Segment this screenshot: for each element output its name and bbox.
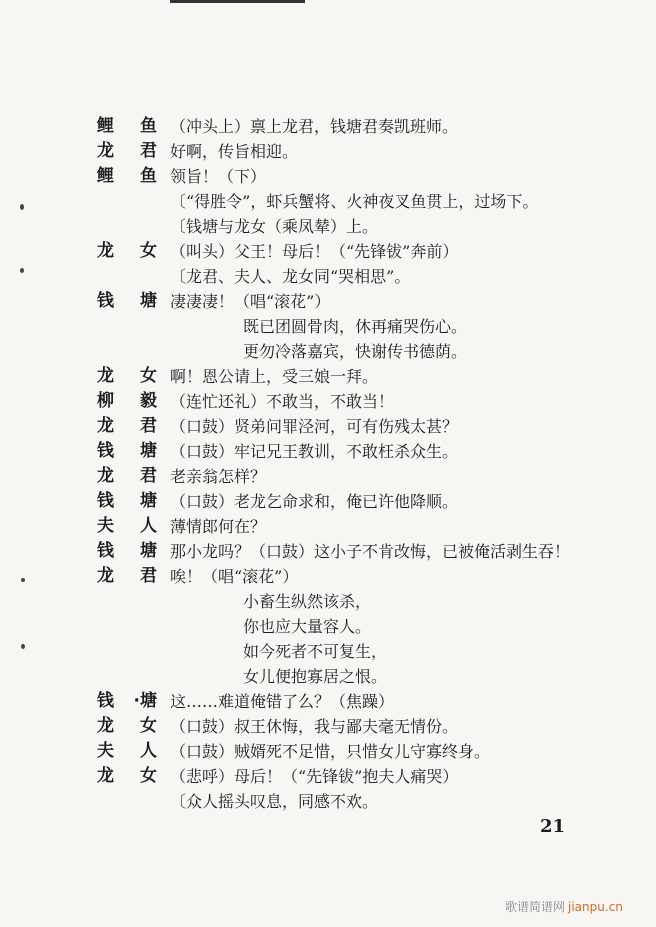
speaker-char: 女 [140,766,157,786]
line-text: 小畜生纵然该杀， [243,592,372,611]
stage-direction [97,189,617,214]
scan-speck [21,644,25,649]
speaker-char: 塘 [140,541,157,561]
speaker-char: 鲤 [97,116,114,136]
dialogue-line [97,689,617,714]
dialogue-line [97,539,617,564]
speaker-char: 君 [140,416,157,436]
line-text: 老亲翁怎样？ [170,467,267,486]
dialogue-line [97,564,617,589]
speaker-char: 龙 [97,241,114,261]
speaker-char: 鱼 [140,166,157,186]
speaker-char: 塘 [140,441,157,461]
line-text: 这……难道俺错了么？（焦躁） [170,692,395,711]
speaker-char: 龙 [97,766,114,786]
line-text: 更勿冷落嘉宾，快谢传书德荫。 [243,342,468,361]
speaker-char: 钱 [97,441,114,461]
dialogue-line [97,114,617,139]
speaker-char: 钱 [97,541,114,561]
speaker-char: 人 [140,516,157,536]
verse-line [97,614,617,639]
scan-speck [20,204,24,210]
line-text: 女儿便抱寡居之恨。 [243,667,388,686]
speaker-name [97,164,157,189]
speaker-name [97,239,157,264]
speaker-name [97,289,157,314]
speaker-char: 鱼 [140,116,157,136]
line-text: 既已团圆骨肉，休再痛哭伤心。 [243,317,468,336]
watermark [505,898,623,915]
dialogue-line [97,364,617,389]
verse-line [97,664,617,689]
line-text: 如今死者不可复生， [243,642,388,661]
scan-edge-bar [170,0,305,3]
speaker-char: 塘 [140,491,157,511]
stage-direction [97,214,617,239]
line-text: （口鼓）贼婿死不足惜，只惜女儿守寡终身。 [170,742,491,761]
line-text: 〔“得胜令”，虾兵蟹将、火神夜叉鱼贯上，过场下。 [170,192,539,211]
speaker-char: 夫 [97,741,114,761]
scan-speck [20,268,24,273]
stage-direction [97,264,617,289]
speaker-char: 君 [140,566,157,586]
line-text: 凄凄凄！（唱“滚花”） [170,292,331,311]
speaker-name [97,489,157,514]
speaker-char: 龙 [97,416,114,436]
line-text: 唉！（唱“滚花”） [170,567,299,586]
speaker-char: 鲤 [97,166,114,186]
line-text: 那小龙吗？（口鼓）这小子不肯改悔，已被俺活剥生吞！ [170,542,571,561]
speaker-name [97,389,157,414]
speaker-char: ·塘 [133,691,157,711]
speaker-name [97,464,157,489]
speaker-char: 龙 [97,566,114,586]
verse-line [97,589,617,614]
speaker-name [97,739,157,764]
speaker-char: 夫 [97,516,114,536]
speaker-char: 柳 [97,391,114,411]
script-body [97,114,617,814]
dialogue-line [97,714,617,739]
speaker-name [97,714,157,739]
line-text: （冲头上）禀上龙君，钱塘君奏凯班师。 [170,117,459,136]
dialogue-line [97,414,617,439]
line-text: （悲呼）母后！（“先锋钹”抱夫人痛哭） [170,767,459,786]
speaker-char: 钱 [97,491,114,511]
speaker-char: 钱 [97,291,114,311]
line-text: 你也应大量容人。 [243,617,372,636]
speaker-char: 女 [140,241,157,261]
speaker-char: 君 [140,141,157,161]
dialogue-line [97,389,617,414]
dialogue-line [97,739,617,764]
line-text: （口鼓）老龙乞命求和，俺已许他降顺。 [170,492,459,511]
speaker-name [97,114,157,139]
line-text: 薄情郎何在？ [170,517,267,536]
line-text: （口鼓）叔王休悔，我与鄙夫毫无情份。 [170,717,459,736]
speaker-char: 龙 [97,366,114,386]
speaker-name [97,539,157,564]
dialogue-line [97,439,617,464]
verse-line [97,639,617,664]
verse-line [97,339,617,364]
speaker-char: 龙 [97,716,114,736]
line-text: 〔钱塘与龙女（乘凤辇）上。 [170,217,379,236]
speaker-name [97,414,157,439]
line-text: （口鼓）贤弟问罪泾河，可有伤残太甚？ [170,417,459,436]
line-text: （连忙还礼）不敢当，不敢当！ [170,392,395,411]
line-text: 〔龙君、夫人、龙女同“哭相思”。 [170,267,411,286]
speaker-name [97,689,157,714]
speaker-name [97,564,157,589]
dialogue-line [97,489,617,514]
dialogue-line [97,164,617,189]
line-text: 〔众人摇头叹息，同感不欢。 [170,792,379,811]
speaker-char: 女 [140,716,157,736]
line-text: （叫头）父王！母后！（“先锋钹”奔前） [170,242,459,261]
watermark-domain: jianpu.cn [568,900,623,914]
speaker-char: 人 [140,741,157,761]
dialogue-line [97,764,617,789]
dialogue-line [97,289,617,314]
dialogue-line [97,464,617,489]
speaker-name [97,364,157,389]
dialogue-line [97,139,617,164]
speaker-char: 毅 [140,391,157,411]
line-text: 啊！恩公请上，受三娘一拜。 [170,367,379,386]
line-text: 好啊，传旨相迎。 [170,142,299,161]
speaker-char: 龙 [97,141,114,161]
watermark-site: 歌谱简谱网 [505,900,566,914]
line-text: （口鼓）牢记兄王教训，不敢枉杀众生。 [170,442,459,461]
speaker-name [97,514,157,539]
speaker-name [97,764,157,789]
speaker-name [97,139,157,164]
speaker-char: 君 [140,466,157,486]
speaker-char: 钱 [97,691,114,711]
speaker-name [97,439,157,464]
line-text: 领旨！（下） [170,167,267,186]
stage-direction [97,789,617,814]
speaker-char: 龙 [97,466,114,486]
speaker-char: 塘 [140,291,157,311]
page-number: 21 [540,816,566,837]
speaker-char: 女 [140,366,157,386]
verse-line [97,314,617,339]
dialogue-line [97,239,617,264]
scan-speck [21,578,25,582]
dialogue-line [97,514,617,539]
